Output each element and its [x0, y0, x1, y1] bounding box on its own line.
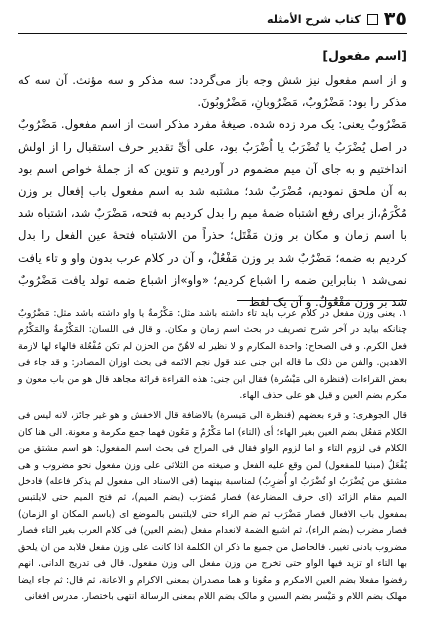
square-ornament-icon [367, 14, 378, 25]
running-title: کتاب شرح الأمثله [267, 12, 361, 26]
header-rule [18, 33, 407, 34]
footnotes [18, 306, 407, 609]
paragraph: مَضْرُوبٌ یعنی: یک مرد زده شده. صیغهٔ مفرد مذکر است از اسم مفعول. مَضْرُوبٌ در اصل یُضْرَبُ یا تُضْرَبُ یا اُضْرَبُ بود، علی أیِّ تقدیر حرف استقبال را از اولش انداختیم و به جای آن میم مضموم در آوردیم و تنوین که از جملهٔ خواص اسم بود به آن ملحق نمودیم، مُضْرَبٌ شد؛ مشتبه شد به اسم مفعول باب إفعال بر وزن مُکْرَمٌ،از برای رفع اشتباه ضمهٔ میم را بدل کردیم به فتحه، مَضْرَبٌ شد، اشتباه شد با اسم زمان و مکان بر وزن مَقْتَل؛ حذراً من الاشتباه فتحهٔ عین الفعل را بدل کردیم به ضمه؛ مَضْرُبٌ شد بر وزن مَفْعُلٌ، و آن در کلام عرب بدون واو و تاء یافت نمی‌شد ١ بنابراین ضمه را اشباع کردیم؛ «واو»از اشباع ضمه تولد یافت مَضْرُوبٌ شد بر وزن مَفْعُولٌ. و آن یک لفظ [18, 117, 408, 310]
page-header [18, 8, 407, 30]
paragraph: و از اسم مفعول نیز شش وجه باز می‌گردد: سه مذکر و سه مؤنث. آن سه که مذکر را بود: مَضْرُوبٌ، مَضْرُوبانِ، مَضْرُوبُونَ. [18, 73, 407, 110]
section-heading: [اسم مفعول] [322, 48, 407, 63]
footnote-rule [237, 300, 407, 301]
footnote: ١. یعنی وزن مفعل در کلام عرب باید تاء داشته باشد مثل: مَکْرُمةٌ یا واو داشته باشد مثل: مَضْرُوبٌ چنانکه بیاید در آخر شرح تصریف در بحث اسم زمان و مکان. و قال فی اللسان: المَکْرُمةُ والمَکْرُم فعل الکرم. و فی الصحاح: واحدة المکارم و لا نظیر له لاهُنّ من الحزن لم تکن مُفْعُلة فالهاء لها لازمة الاهدین. والفن من ذلک ما قاله ابن جنی عند قول نجم الائمه فی بحث اوزان المصادر: و قد جاء فی بعض القراءات (فنظرة الی مَیْسُرة) فقال ابن جنی: هذه القراءة قرائة مجاهد قال هو من باب معون و مکرم بضم العین و قیل هو علی حذف الهاء. [18, 308, 407, 402]
footnote: قال الجوهری: و قرء بعضهم (فنظرة الی مَیسرة) بالاضافة قال الاخفش و هو غیر جائز، لانه لیس فی الکلام مَفعُل بضم العین بغیر الهاء؛ أی (التاء) اما مَکْرُمٌ و مَعُون فهما جمع مکرمة و معونة. الی هنا کان الکلام فی لزوم التاء و اما لزوم الواو فقال فی المراح فی بحث اسم المفعول: هو اسم مشتق من یُفْعَلُ (مبنیا للمفعول) لمن وقع علیه الفعل و صیغته من الثلاثی علی وزن مفعول نحو مضروب و هی مشتق من یُضْرَبُ او تُضْرَبُ او أُضرِبُ) لمناسبة بینهما (فی الاسناد الی مفعول لم یذکر فاعله) فادخل المیم مقام الزائد (ای حرف المضارعة) فصار مُضرَب (بضم المیم)، ثم فتح المیم حتی لایلتبس بمفعول باب الافعال فصار مَضْرَب ثم ضم الراء حتی لایلتبس بالموضع ای (باسم المکان او الزمان) فصار مضرب (بضم الراء)، ثم اشبع الضمة لانعدام مفعل (بضم العین) فی کلام العرب بغیر التاء فصار مضروب بادنی تغییر. فالحاصل من جمیع ما ذکر ان الکلمة اذا کانت علی وزن مفعل فلابد من ان یلحق بها التاء او تزید فیها الواو حتی تخرج من وزن مفعل الی وزن مفعول. قال فی تدریج الدانی. انهم رفضوا مفعلا بضم العین الامکرم و معُونا و هما مصدران بمعنی الاکرام و الاعانة، ثم قال: ثم جاء ایضا مهلک بضم اللام و مَیْسر بضم السین و مالک بضم اللام بمعنی الرسالة انتهی باختصار. مدرس افغانی [18, 410, 407, 602]
main-text [18, 48, 407, 313]
page-number: ٣٥ [383, 8, 407, 30]
